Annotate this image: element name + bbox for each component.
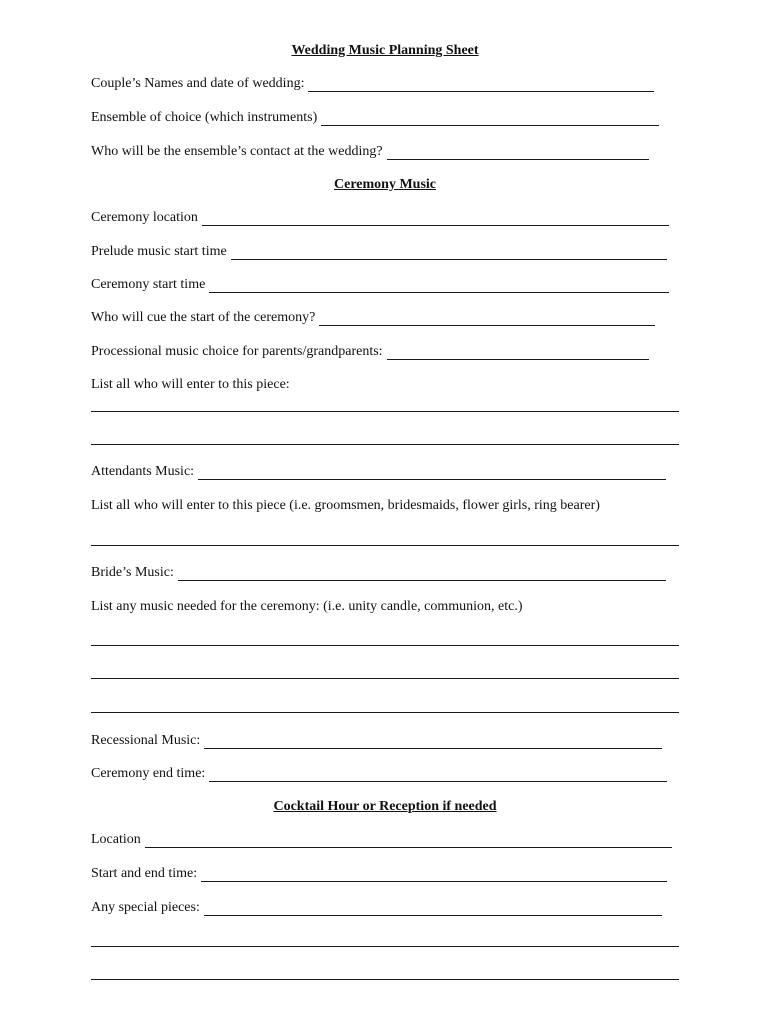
start-end-time-field[interactable] [91, 866, 667, 882]
ceremony-location-field[interactable] [91, 210, 669, 226]
cue-label: Who will cue the start of the ceremony? [91, 310, 316, 325]
page-title: Wedding Music Planning Sheet [291, 43, 479, 58]
contact-label: Who will be the ensemble’s contact at the wedding? [91, 144, 383, 159]
reception-location-blank[interactable] [145, 834, 672, 848]
special-pieces-blank[interactable] [204, 902, 662, 916]
special-pieces-field[interactable] [91, 900, 662, 916]
list-enter-label: List all who will enter to this piece: [91, 377, 290, 392]
start-end-time-label: Start and end time: [91, 866, 198, 881]
reception-location-label: Location [91, 832, 141, 847]
ceremony-start-label: Ceremony start time [91, 277, 206, 292]
list-music-line-3[interactable] [91, 712, 679, 713]
recessional-field[interactable] [91, 733, 662, 749]
attendants-label: Attendants Music: [91, 464, 195, 479]
list-enter-line-1[interactable] [91, 411, 679, 412]
contact-blank[interactable] [387, 146, 649, 160]
couple-names-field[interactable] [91, 76, 654, 92]
ceremony-location-label: Ceremony location [91, 210, 198, 225]
prelude-blank[interactable] [231, 246, 667, 260]
list-music-line-1[interactable] [91, 645, 679, 646]
ceremony-end-label: Ceremony end time: [91, 766, 206, 781]
ceremony-start-blank[interactable] [209, 279, 669, 293]
reception-location-field[interactable] [91, 832, 672, 848]
recessional-label: Recessional Music: [91, 733, 201, 748]
prelude-label: Prelude music start time [91, 244, 227, 259]
processional-blank[interactable] [387, 346, 649, 360]
ceremony-location-blank[interactable] [202, 212, 669, 226]
brides-music-field[interactable] [91, 565, 666, 581]
ceremony-end-field[interactable] [91, 766, 667, 782]
ceremony-end-blank[interactable] [209, 768, 667, 782]
list-music-label: List any music needed for the ceremony: (i.e. unity candle, communion, etc.) [91, 599, 523, 614]
list-enter-line-2[interactable] [91, 444, 679, 445]
ceremony-start-field[interactable] [91, 277, 669, 293]
ceremony-heading: Ceremony Music [334, 177, 436, 192]
couple-names-label: Couple’s Names and date of wedding: [91, 76, 305, 91]
special-pieces-line-2[interactable] [91, 979, 679, 980]
processional-label: Processional music choice for parents/grandparents: [91, 344, 383, 359]
attendants-blank[interactable] [198, 466, 666, 480]
couple-names-blank[interactable] [308, 78, 654, 92]
prelude-field[interactable] [91, 244, 667, 260]
ensemble-label: Ensemble of choice (which instruments) [91, 110, 318, 125]
cue-blank[interactable] [319, 312, 655, 326]
list-enter-attendants-line[interactable] [91, 545, 679, 546]
start-end-time-blank[interactable] [201, 868, 667, 882]
list-music-line-2[interactable] [91, 678, 679, 679]
list-enter-attendants-label: List all who will enter to this piece (i.e. groomsmen, bridesmaids, flower girls, ring bearer) [91, 498, 600, 513]
cue-field[interactable] [91, 310, 655, 326]
processional-field[interactable] [91, 344, 649, 360]
contact-field[interactable] [91, 144, 649, 160]
brides-music-label: Bride’s Music: [91, 565, 174, 580]
reception-heading: Cocktail Hour or Reception if needed [273, 799, 497, 814]
special-pieces-line-1[interactable] [91, 946, 679, 947]
brides-music-blank[interactable] [178, 567, 666, 581]
ensemble-blank[interactable] [321, 112, 659, 126]
recessional-blank[interactable] [204, 735, 662, 749]
special-pieces-label: Any special pieces: [91, 900, 200, 915]
attendants-field[interactable] [91, 464, 666, 480]
ensemble-field[interactable] [91, 110, 659, 126]
